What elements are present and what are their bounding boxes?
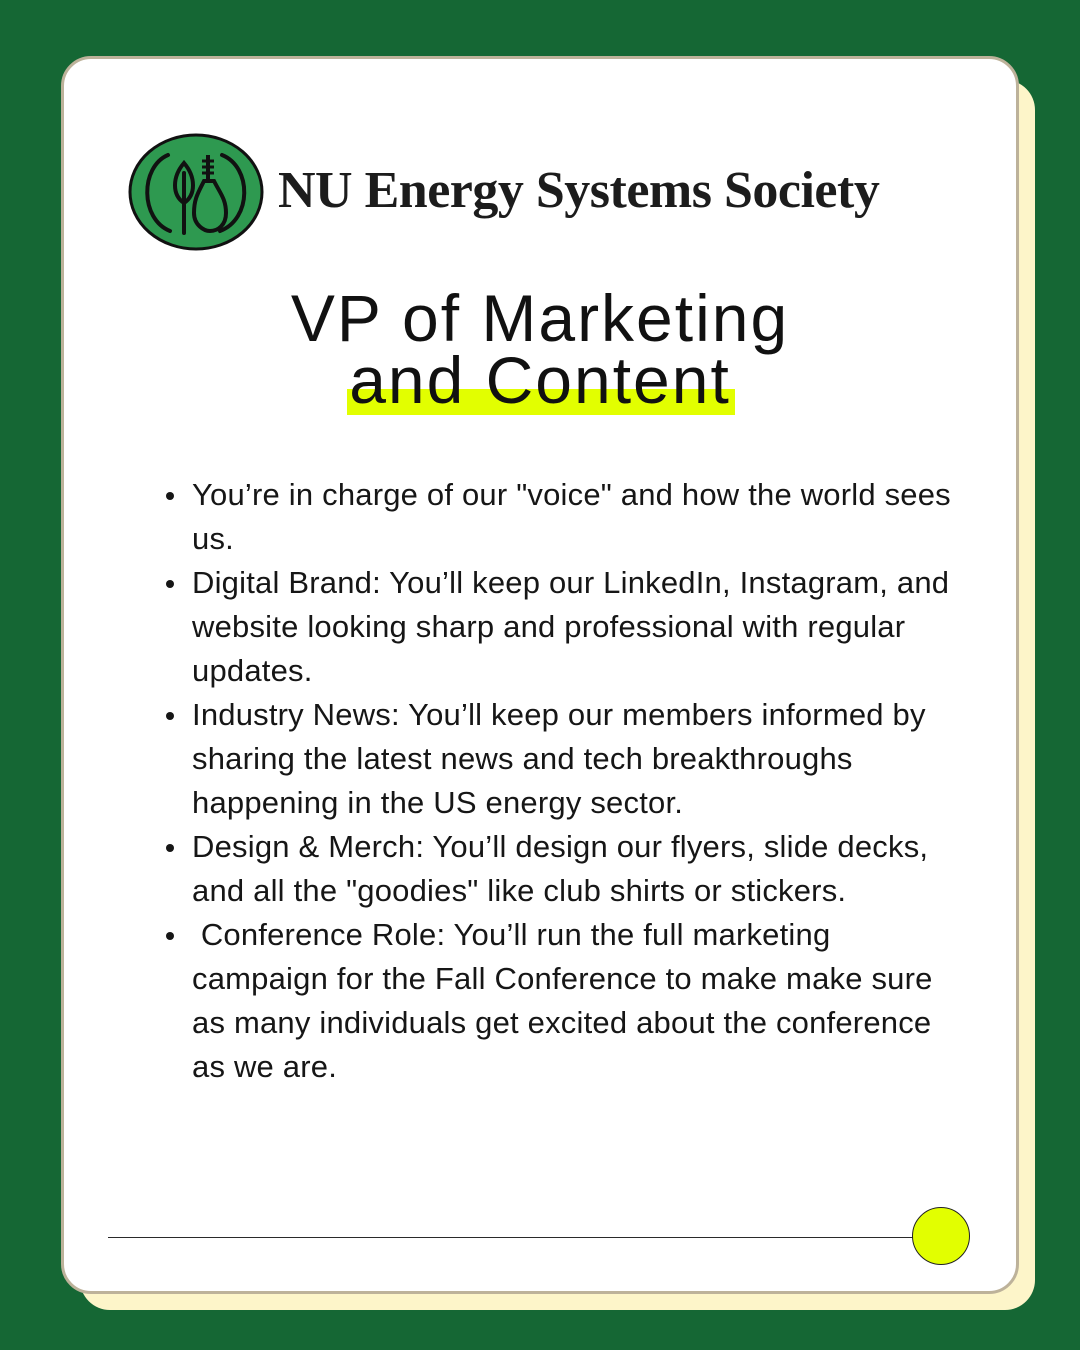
accent-dot [912, 1207, 970, 1265]
divider-line [108, 1237, 918, 1238]
list-item: Digital Brand: You’ll keep our LinkedIn, Instagram, and website looking sharp and professional with regular updates. [192, 561, 952, 693]
leaf-lightbulb-logo-icon [128, 133, 264, 251]
list-item: Design & Merch: You’ll design our flyers, slide decks, and all the "goodies" like club shirts or stickers. [192, 825, 952, 913]
title-line-2: and Content [349, 343, 731, 417]
list-item: Conference Role: You’ll run the full marketing campaign for the Fall Conference to make make sure as many individuals get excited about the conference as we are. [192, 913, 952, 1089]
list-item: Industry News: You’ll keep our members informed by sharing the latest news and tech breakthroughs happening in the US energy sector. [192, 693, 952, 825]
title-line-2-wrap [349, 343, 731, 417]
list-item: You’re in charge of our "voice" and how the world sees us. [192, 473, 952, 561]
page-title [0, 281, 1080, 417]
org-name: NU Energy Systems Society [278, 162, 880, 219]
title-line-1: VP of Marketing [290, 281, 790, 355]
responsibilities-list [192, 473, 952, 1089]
